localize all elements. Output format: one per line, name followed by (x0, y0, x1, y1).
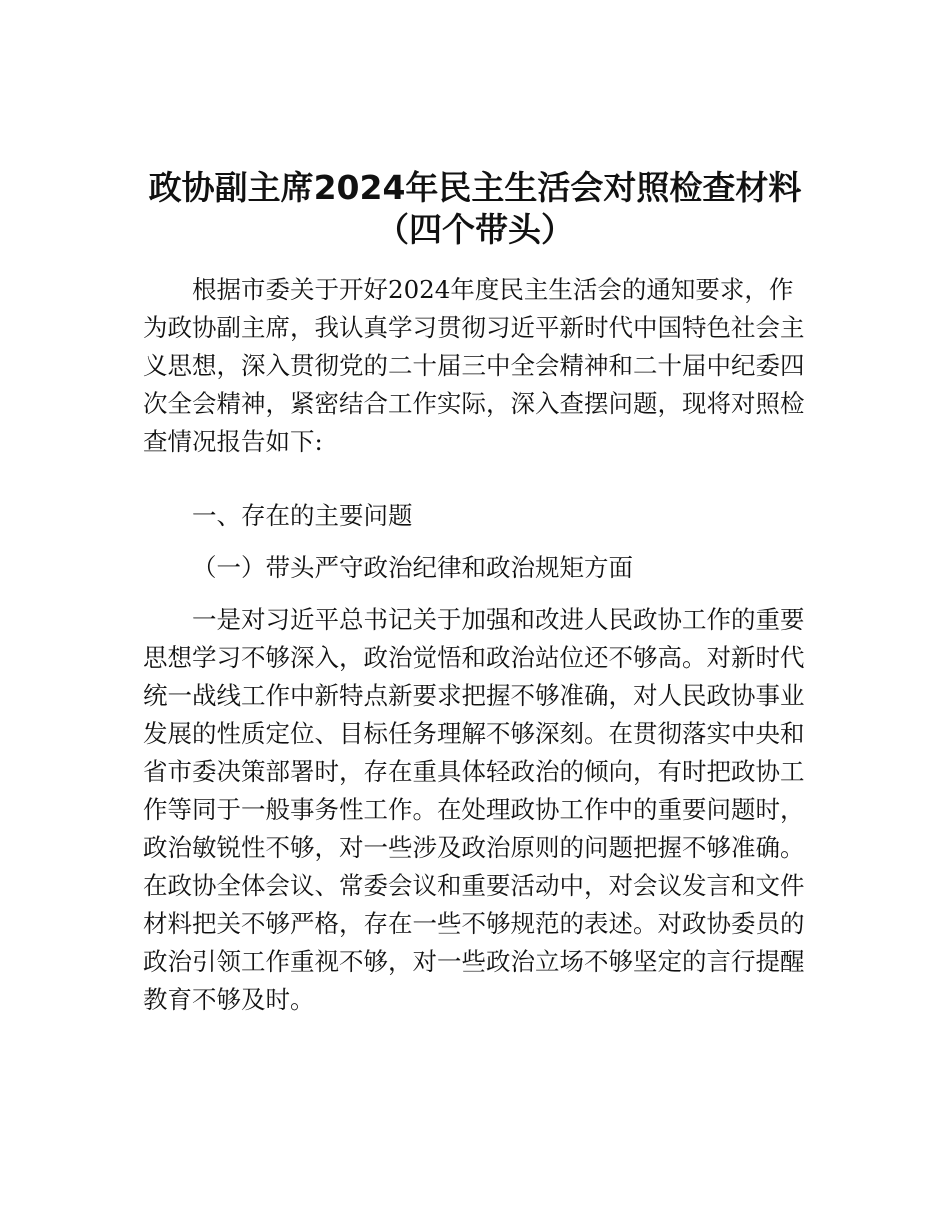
paragraph-line: 思想学习不够深入，政治觉悟和政治站位还不够高。对新时代 (143, 643, 805, 672)
paragraph-line: 材料把关不够严格，存在一些不够规范的表述。对政协委员的 (143, 909, 805, 938)
paragraph-line: 教育不够及时。 (143, 985, 315, 1014)
paragraph-line: 政治敏锐性不够，对一些涉及政治原则的问题把握不够准确。 (143, 833, 805, 862)
paragraph-line: 政治引领工作重视不够，对一些政治立场不够坚定的言行提醒 (143, 947, 805, 976)
section-heading (143, 497, 813, 535)
paragraph-line: 查情况报告如下: (143, 427, 323, 456)
paragraph-line: 一是对习近平总书记关于加强和改进人民政协工作的重要 (192, 605, 805, 634)
subsection-heading (143, 549, 813, 587)
paragraph-line: 为政协副主席，我认真学习贯彻习近平新时代中国特色社会主 (143, 313, 805, 342)
paragraph-line: 作等同于一般事务性工作。在处理政协工作中的重要问题时， (143, 795, 805, 824)
section-heading-text: 一、存在的主要问题 (192, 501, 413, 530)
paragraph-line: 次全会精神，紧密结合工作实际，深入查摆问题，现将对照检 (143, 389, 805, 418)
paragraph-line: 根据市委关于开好2024年度民主生活会的通知要求，作 (192, 275, 794, 304)
intro-paragraph (143, 271, 813, 461)
subsection-heading-text: （一）带头严守政治纪律和政治规矩方面 (192, 553, 633, 582)
paragraph-line: 统一战线工作中新特点新要求把握不够准确，对人民政协事业 (143, 681, 805, 710)
document-title: 政协副主席2024年民主生活会对照检查材料 (148, 168, 802, 207)
paragraph-line: 义思想，深入贯彻党的二十届三中全会精神和二十届中纪委四 (143, 351, 805, 380)
paragraph-line: 在政协全体会议、常委会议和重要活动中，对会议发言和文件 (143, 871, 805, 900)
document-subtitle: （四个带头） (376, 210, 574, 249)
paragraph-line: 省市委决策部署时，存在重具体轻政治的倾向，有时把政协工 (143, 757, 805, 786)
paragraph-line: 发展的性质定位、目标任务理解不够深刻。在贯彻落实中央和 (143, 719, 805, 748)
body-paragraph (143, 601, 813, 1019)
